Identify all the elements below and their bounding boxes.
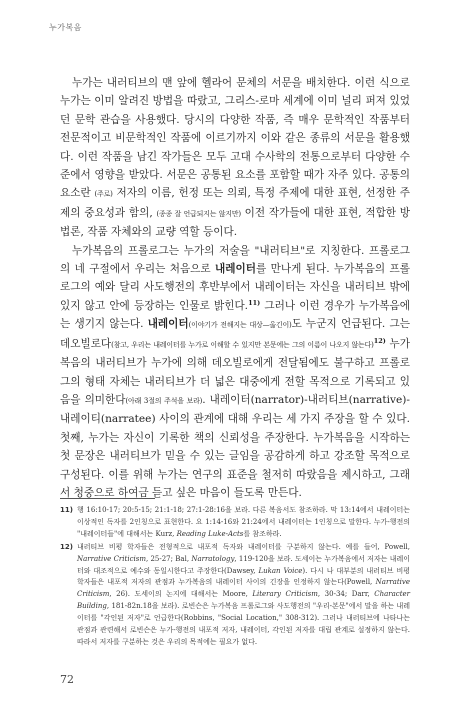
page-number: 72 [60,673,74,686]
emphasis: 내레이터 [147,318,189,331]
aside-note: (아래 3절의 주석을 보라) [125,396,203,405]
emphasis: 내레이터 [215,263,256,276]
running-head: 누가복음 [49,23,82,32]
footnote-12: 12) 내러티브 비평 학자들은 전형적으로 내포적 독자와 내레이터를 구분하지 않는다. 예를 들어, Powell, Narrative Criticism, 25-27; Bal, Narratology, 119-120을 보라. 도세이는 누가복음에서 저자는 내레이터와 대조적으로 예수와 동일시한다고 주장한다(Dawsey, Lukan Voice). 다시 나 대부분의 내러티브 비평 학자들은 내포적 저자의 관점과 누가복음의 내레이터 사이의 긴장을 인정하지 않는다(Powell, Narrative Criticism, 26). 도세이의 논지에 대해서는 Moore, Literary Criticism, 30-34; Darr, Character Building, 181-82n.18을 보라). 로빈슨은 누가복음 프롤로그와 사도행전의 "우리-본문"에서 말을 하는 내레이터를 "각인된 저자"로 언급한다(Robbins, "Social Location," 308-312). 그러나 내러티브에 나타나는 관점과 관련해서 로빈슨은 누가-행전의 내포적 저자, 내레이터, 각인된 저자를 대립 관계로 설정하지 않는다. 따라서 저자를 구분하는 것은 우리의 목적에는 필요가 없다. [60,542,410,646]
footnote-ref-12[interactable]: 12) [373,336,386,345]
footnote-number: 11) [60,506,73,514]
body-text [60,74,410,502]
aside-note: (주로) [94,190,113,199]
aside-note: (참고, 우리는 내레이터를 누가로 이해할 수 있지만 본문에는 그의 이름이 나오지 않는다) [111,340,374,349]
aside-note: (종종 잘 언급되지는 않지만) [156,209,241,218]
footnote-ref-11[interactable]: 11) [248,298,261,307]
aside-note: (이야기가 전해지는 대상—옮긴이) [188,321,292,330]
footnote-number: 12) [60,542,73,551]
footnote-11: 11) 행 16:10-17; 20:5-15; 21:1-18; 27:1-28:16을 보라. 다른 복음서도 참조하라. 막 13:14에서 내레이터는 이상적인 독자를 2인칭으로 표현한다. 요 1:14-16와 21:24에서 내레이터는 1인칭으로 말한다. 누가-행전의 "내레이터들"에 대해서는 Kurz, Reading Luke-Acts를 참조하라. [60,506,410,538]
paragraph-1: 누가는 내러티브의 맨 앞에 헬라어 문체의 서문을 배치한다. 이런 식으로 누가는 이미 알려진 방법을 따랐고, 그리스-로마 세계에 이미 널리 퍼져 있었던 문학 관습을 사용했다. 당시의 다양한 작품, 즉 매우 문학적인 작품부터 전문적이고 비문학적인 작품에 이르기까지 이와 같은 종류의 서문을 활용했다. 이런 작품을 남긴 작가들은 모두 고대 수사학의 전통으로부터 다양한 수준에서 영향을 받았다. 서문은 공통된 요소를 포함할 때가 자주 있다. 공통의 요소란 (주로) 저자의 이름, 헌정 또는 의뢰, 특정 주제에 대한 표현, 선정한 주제의 중요성과 함의, (종종 잘 언급되지는 않지만) 이전 작가들에 대한 표현, 적합한 방법론, 작품 자체와의 교량 역할 등이다. [60,77,411,239]
footnote-divider [60,498,155,499]
footnotes [60,505,410,650]
paragraph-2: 누가복음의 프롤로그는 누가의 저술을 "내러티브"로 지칭한다. 프롤로그의 네 구절에서 우리는 처음으로 내레이터를 만나게 된다. 누가복음의 프롤로그의 예와 달리 사도행전의 후반부에서 내레이터는 자신을 내러티브 밖에 있지 않고 안에 등장하는 인물로 밝힌다.$^{11)}$ 그러나 이런 경우가 누가복음에는 생기지 않는다. 내레이터(이야기가 전해지는 대상—옮긴이)도 누군지 언급된다. 그는 데오빌로다(참고, 우리는 내레이터를 누가로 이해할 수 있지만 본문에는 그의 이름이 나오지 않는다)$^{12)}$ 누가복음의 내러티브가 누가에 의해 데오빌로에게 전달됨에도 불구하고 프롤로그의 형태 자체는 내러티브가 더 넓은 대중에게 전할 목적으로 기록되고 있음을 의미한다(아래 3절의 주석을 보라). 내레이터(narrator)-내러티브(narrative)-내레이티(narratee) 사이의 관계에 대해 우리는 세 가지 주장을 할 수 있다. 첫째, 누가는 자신이 기록한 책의 신뢰성을 주장한다. 누가복음을 시작하는 첫 문장은 내러티브가 믿을 수 있는 글임을 공감하게 하고 강조할 목적으로 구성된다. 이를 위해 누가는 연구의 표준을 철저히 따랐음을 제시하고, 그래서 청중으로 하여금 듣고 싶은 마음이 들도록 만든다. [60,244,410,499]
